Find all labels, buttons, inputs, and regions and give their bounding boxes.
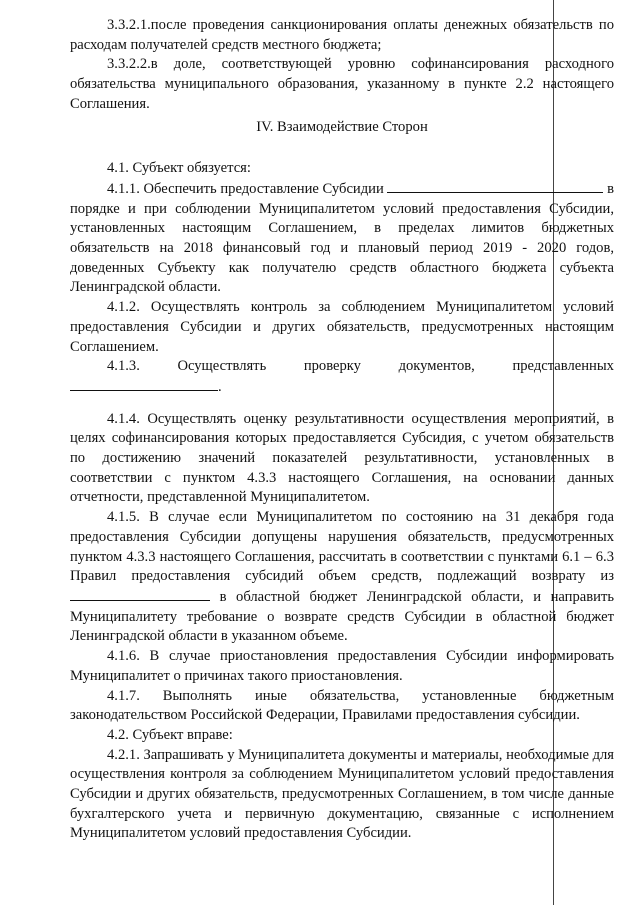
clause-4-1-5	[70, 508, 614, 647]
blank-field	[70, 377, 218, 391]
clause-4-1-7: 4.1.7. Выполнять иные обязательства, установленные бюджетным законодательством Российской Федерации, Правилами предоставления субсидии.	[70, 687, 614, 724]
clause-4-1-3-word: представленных	[512, 358, 614, 375]
clause-4-1-3-word: проверку	[303, 358, 361, 375]
clause-3-3-2-1: 3.3.2.1.после проведения санкционирования оплаты денежных обязательств по расходам получателей средств местного бюджета;	[70, 17, 614, 53]
blank-field	[70, 587, 210, 601]
clause-4-2-1: 4.2.1. Запрашивать у Муниципалитета документы и материалы, необходимые для осуществления контроля за соблюдением Муниципалитетом условий предоставления Субсидии и других обязательств, предусмотренных Соглашением, в том числе данные бухгалтерского учета и первичную документацию, связанные с исполнением Муниципалитетом условий предоставления Субсидии.	[70, 746, 614, 842]
clause-4-2: 4.2. Субъект вправе:	[107, 726, 233, 743]
clause-4-1: 4.1. Субъект обязуется:	[107, 160, 251, 177]
clause-4-1-1-rest: в порядке и при соблюдении Муниципалитетом условий предоставления Субсидии, установленных настоящим Соглашением, в пределах лимитов бюджетных обязательств на 2018 финансовый год и плановый период 2019 - 2020 годов, доведенных Субъекту как получателю средств областного бюджета субъекта Ленинградской области.	[70, 180, 614, 296]
clause-4-1-6: 4.1.6. В случае приостановления предоставления Субсидии информировать Муниципалитет о причинах такого приостановления.	[70, 648, 614, 684]
clause-4-1-3-word: Осуществлять	[177, 358, 267, 375]
clause-4-1-2: 4.1.2. Осуществлять контроль за соблюдением Муниципалитетом условий предоставления Субсидии и других обязательств, предусмотренных настоящим Соглашением.	[70, 299, 614, 355]
clause-4-1-3-blank-line	[70, 377, 614, 398]
clause-4-1-3-word: документов,	[398, 358, 475, 375]
clause-4-1-3	[70, 357, 614, 377]
clause-3-3-2-2: 3.3.2.2.в доле, соответствующей уровню софинансирования расходного обязательства муниципального образования, указанному в пункте 2.2 настоящего Соглашения.	[70, 56, 614, 112]
document-page	[70, 16, 614, 844]
clause-4-1-5-part-b: в областной бюджет Ленинградской области, и направить Муниципалитету требование о возврате средств Субсидии в областной бюджет Ленинградской области в указанном объеме.	[70, 588, 614, 645]
clause-4-1-1-start: 4.1.1. Обеспечить предоставление Субсидии	[107, 180, 388, 197]
section-heading: IV. Взаимодействие Сторон	[256, 118, 428, 135]
clause-4-1-3-word: 4.1.3.	[107, 358, 140, 375]
clause-4-1-4: 4.1.4. Осуществлять оценку результативности осуществления мероприятий, в целях софинансирования которых предоставляется Субсидия, с учетом обязательств по достижению значений показателей результативности, установленных в соответствии с пунктом 4.3.3 настоящего Соглашения, на основании данных отчетности, представленной Муниципалитетом.	[70, 410, 614, 506]
blank-field	[387, 179, 603, 193]
clause-4-1-3-end: .	[218, 378, 222, 395]
clause-4-1-5-part-a: 4.1.5. В случае если Муниципалитетом по состоянию на 31 декабря года предоставления Субсидии допущены нарушения обязательств, предусмотренных пунктом 4.3.3 настоящего Соглашения, рассчитать в соответствии с пунктами 6.1 – 6.3 Правил предоставления субсидий объем средств, подлежащий возврату из	[70, 509, 614, 585]
clause-4-1-1	[70, 179, 614, 298]
